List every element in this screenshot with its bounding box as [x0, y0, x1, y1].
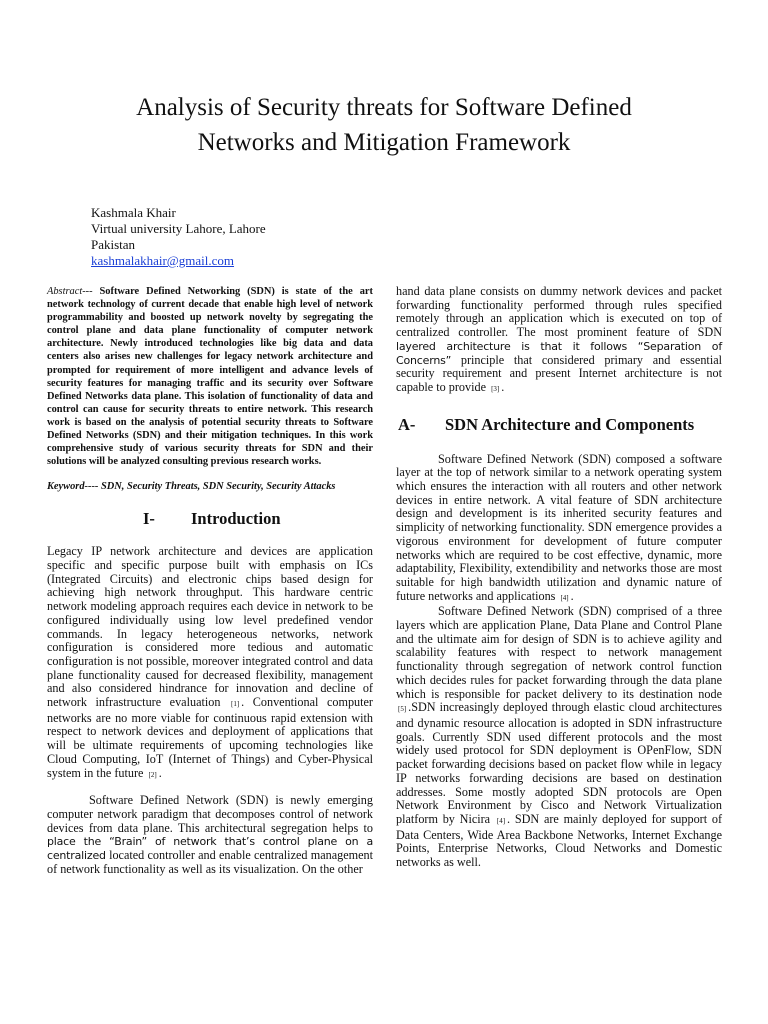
- intro-paragraph-2: [47, 794, 373, 876]
- section-title: SDN Architecture and Components: [445, 414, 695, 434]
- paragraph-text: . Conventional computer networks are no more viable for continuous rapid extension with respect to network devices and deployment of applications that will be ultimate requirements of upcoming technologies like Cloud Computing, IoT (Internet of Things) and Cyber-Physical system in the future: [47, 695, 373, 780]
- left-column: [47, 285, 373, 876]
- paragraph-text: located controller and enable centralized management of network functionality as well as its visualization. On the other: [47, 848, 373, 876]
- paragraph-text-alt-font: layered architecture is that it follows “Separation of Concerns”: [396, 339, 722, 367]
- citation: [3]: [491, 384, 500, 393]
- paragraph-text: Legacy IP network architecture and devices are application specific and specific purpose built with emphasis on ICs (Integrated Circuits) and electronic chips based design for achieving high network throughput. This hardware centric network modeling approach requires each device in network to be configured individually using low level predefined vendor commands. In legacy heterogeneous networks, network configuration is considered more tedious and automatic configuration is not possible, moreover integrated control and data plane functionality caused for decreased flexibility, management and also considered hindrance for innovation and decline of network infrastructure evaluation: [47, 544, 373, 710]
- citation: [4]: [560, 593, 569, 602]
- section-heading-introduction: [47, 509, 373, 529]
- citation: [2]: [148, 770, 157, 779]
- paper-title: [60, 90, 708, 160]
- paragraph-text: hand data plane consists on dummy network devices and packet forwarding functionality performed through rules specified remotely through an application which is executed on top of centralized controller. The most prominent feature of SDN: [396, 284, 722, 340]
- section-heading-architecture: [396, 415, 722, 435]
- paragraph-text: .: [570, 588, 574, 603]
- paragraph-text: Software Defined Network (SDN) comprised of a three layers which are application Plane, Data Plane and Control Plane and the ultimate aim for design of SDN is to achieve agility and scalability features with respect to network management functionality through segregation of network control function which decides rules for packet forwarding through the data plane which is responsible for packet delivery to its destination node: [396, 604, 722, 701]
- author-country: Pakistan: [91, 237, 136, 252]
- paragraph-text: . SDN are mainly deployed for support of Data Centers, Wide Area Backbone Networks, Internet Exchange Points, Enterprise Networks, Cloud Networks and Domestic networks as well.: [396, 811, 723, 870]
- architecture-paragraph-1: [396, 453, 722, 606]
- citation: [1]: [230, 700, 240, 709]
- abstract: [47, 285, 373, 468]
- citation: [4]: [496, 816, 506, 825]
- paragraph-text: .SDN increasingly deployed through elastic cloud architectures and dynamic resource allocation is adopted in SDN infrastructure goals. Currently SDN used different protocols and the most widely used protocol for SDN deployment is OPenFlow, SDN packet forwarding decisions based on packet flow while in legacy IP networks forwarding decisions are based on destination addresses. Some mostly adopted SDN protocols are Open Network Environment by Cisco and Network Virtualization platform by Nicira: [396, 700, 722, 826]
- intro-paragraph-2-continued: [396, 285, 722, 397]
- paragraph-text: Software Defined Network (SDN) composed a software layer at the top of network similar to a network operating system which ensures the interaction with all routers and other network devices in entire network. A vital feature of SDN architecture design and development is its inherited security features and simplicity of networking functionality. SDN emergence provides a vigorous environment for development of future computer networks which are required to be cost effective, dynamic, more adaptability, Flexibility, extendibility and networks those are most suitable for high bandwidth utilization and dynamic nature of future networks and applications: [396, 451, 722, 603]
- architecture-paragraph-2: [396, 605, 722, 869]
- intro-paragraph-1: [47, 545, 373, 782]
- section-title: Introduction: [191, 509, 281, 529]
- paragraph-text: .: [158, 765, 162, 780]
- keywords: [47, 480, 373, 493]
- paragraph-text: .: [501, 379, 505, 394]
- title-line-2: Networks and Mitigation Framework: [197, 129, 571, 156]
- keywords-text: SDN, Security Threats, SDN Security, Security Attacks: [98, 481, 336, 493]
- paragraph-text-alt-font: place the “Brain” of network that’s control plane on a centralized: [47, 835, 373, 863]
- paragraph-text: principle that considered primary and essential security requirement and present Internet architecture is not capable to provide: [396, 352, 722, 394]
- citation: [5]: [398, 705, 407, 714]
- section-number: I-: [143, 509, 155, 529]
- abstract-text: Software Defined Networking (SDN) is state of the art network technology of current decade that enable high level of network programmability and boosted up network novelty by segregating the control plane and data plane functionality of computer network architecture. Newly introduced technologies like big data and data centers also arises new challenges for legacy network architecture and prompted for requirement of more intelligent and advance levels of security features for managing traffic and its security over Software Defined Networks data plane. This isolation of functionality of data and control can cause for security threats to entire network. This research work is based on the analysis of potential security threats to Software Defined Networks (SDN) and their mitigation techniques. In this work comprehensive study of various security threats for SDN and their solutions will be analyzed consulting previous research works.: [47, 286, 373, 468]
- abstract-label: Abstract---: [47, 286, 93, 297]
- author-name: Kashmala Khair: [91, 205, 176, 220]
- title-line-1: Analysis of Security threats for Software Defined: [136, 94, 632, 121]
- keywords-label: Keyword----: [47, 481, 99, 493]
- right-column: [396, 285, 722, 870]
- paragraph-text: Software Defined Network (SDN) is newly emerging computer network paradigm that decomposes control of network devices from data plane. This architectural segregation helps to: [47, 793, 373, 835]
- section-number: A-: [398, 414, 416, 434]
- author-block: [91, 205, 266, 269]
- author-email-link[interactable]: kashmalakhair@gmail.com: [91, 253, 235, 268]
- author-affiliation: Virtual university Lahore, Lahore: [91, 221, 266, 236]
